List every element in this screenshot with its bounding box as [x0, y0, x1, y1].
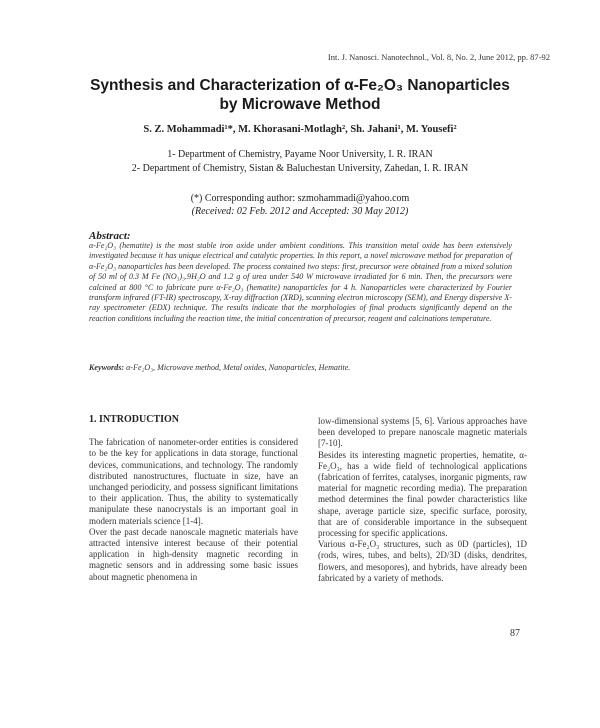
affiliation-2: 2- Department of Chemistry, Sistan & Baluchestan University, Zahedan, I. R. IRAN: [131, 163, 469, 174]
corresponding-author: (*) Corresponding author: szmohammadi@yahoo.com: [190, 193, 410, 204]
title-line-2: by Microwave Method: [219, 96, 381, 113]
abstract-heading: Abstract:: [89, 230, 131, 242]
page-number: 87: [510, 628, 520, 639]
keywords-text: α-Fe₂O₃, Microwave method, Metal oxides, Nanoparticles, Hematite.: [124, 363, 351, 372]
affiliation-1: 1- Department of Chemistry, Payame Noor University, I. R. IRAN: [167, 149, 433, 160]
left-column: [89, 414, 298, 583]
keywords-label: Keywords:: [89, 363, 125, 372]
right-column: [318, 416, 527, 584]
paragraph: The fabrication of nanometer-order entities is considered to be the key for applications in data storage, functional devices, communications, and technology. The randomly distributed nanostructures, fluctuate in size, have an unchanged periodicity, and possess significant limitations to their application. Thus, the ability to systematically manipulate these nanocrystals is an important goal in modern materials science [1-4].: [89, 437, 298, 526]
abstract-text: α-Fe₂O₃ (hematite) is the most stable iron oxide under ambient conditions. This transition metal oxide has been extensively investigated because it has unique electrical and catalytic properties. In this report, a novel microwave method for preparation of α-Fe₂O₃ nanoparticles has been developed. The process contained two steps: first, precursor were obtained from a mixed solution of 50 ml of 0.3 M Fe (NO₃)₃.9H₂O and 1.2 g of urea under 540 W microwave irradiated for 6 min. Then, the precursors were calcined at 800 °C to fabricate pure α-Fe₂O₃ (hematite) nanoparticles for 4 h. Nanoparticles were characterized by Fourier transform infrared (FT-IR) spectroscopy, X-ray diffraction (XRD), scanning electron microscopy (SEM), and Energy dispersive X-ray spectrometer (EDX) technique. The results indicate that the morphologies of final products significantly depend on the reaction conditions including the reaction time, the initial concentration of precursor, reagent and calcinations temperature.: [89, 241, 512, 323]
section-heading: 1. INTRODUCTION: [89, 414, 180, 425]
authors: S. Z. Mohammadi¹*, M. Khorasani-Motlagh², Sh. Jahani¹, M. Yousefi²: [143, 124, 457, 135]
paragraph: low-dimensional systems [5, 6]. Various approaches have been developed to prepare nanoscale magnetic materials [7-10].: [318, 416, 527, 449]
paper-title: [40, 76, 560, 114]
paragraph: Various α-Fe₂O₃ structures, such as 0D (particles), 1D (rods, wires, tubes, and belts), 2D/3D (disks, dendrites, flowers, and mesopores), and hybrids, have already been fabricated by a variety of methods.: [318, 539, 527, 583]
title-line-1: Synthesis and Characterization of α-Fe₂O₃ Nanoparticles: [90, 77, 510, 94]
running-header: Int. J. Nanosci. Nanotechnol., Vol. 8, No. 2, June 2012, pp. 87-92: [327, 52, 550, 62]
paragraph: Over the past decade nanoscale magnetic materials have attracted intensive interest because of their potential application in high-density magnetic recording in magnetic sensors and in addressing some basic issues about magnetic phenomena in: [89, 526, 298, 582]
keywords: [89, 363, 512, 372]
received-dates: (Received: 02 Feb. 2012 and Accepted: 30 May 2012): [191, 206, 409, 217]
paragraph: Besides its interesting magnetic properties, hematite, α-Fe₂O₃, has a wide field of technological applications (fabrication of ferrites, catalyses, inorganic pigments, raw material for magnetic recording media). The preparation method determines the final powder characteristics like shape, average particle size, specific surface, porosity, that are of considerable importance in the subsequent processing for specific applications.: [318, 449, 527, 539]
